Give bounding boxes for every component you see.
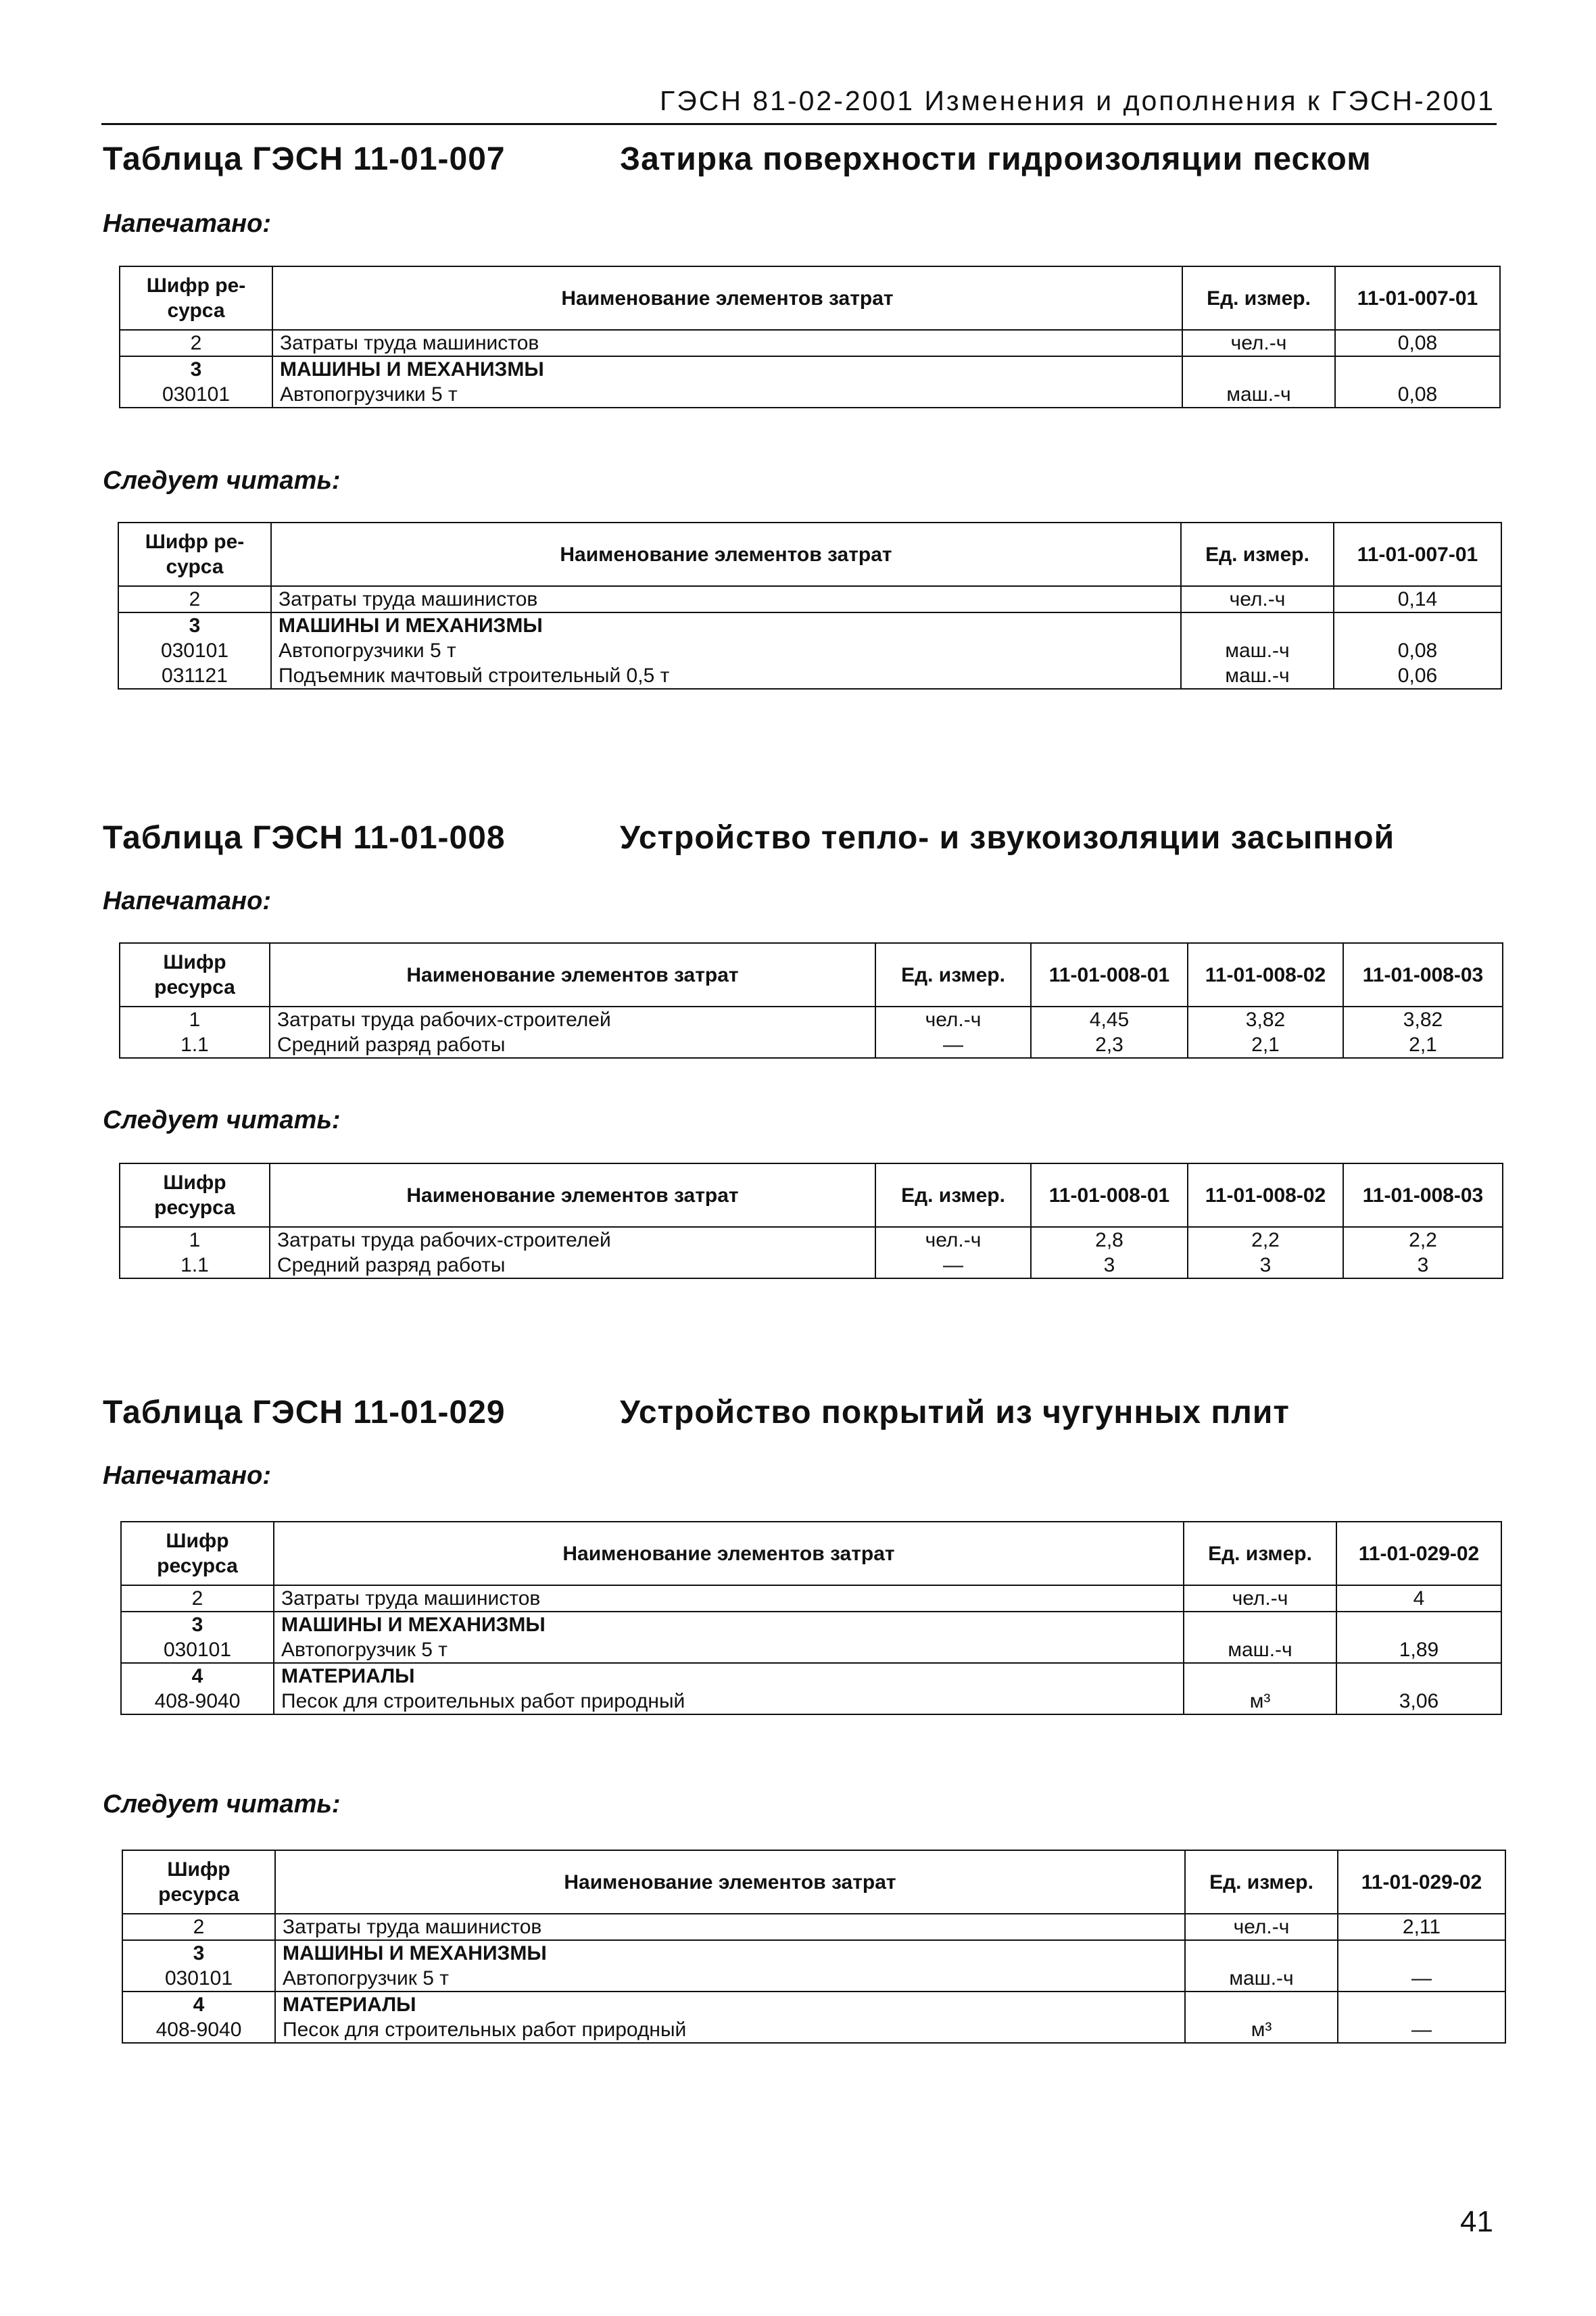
section-title: Устройство покрытий из чугунных плит xyxy=(620,1395,1290,1430)
unit-cell: м³ xyxy=(1184,1663,1336,1714)
column-header-code: Шифр ресурса xyxy=(120,1163,270,1227)
table-row xyxy=(118,612,1501,689)
unit-cell: чел.-ч xyxy=(1184,1585,1336,1612)
column-header-norm: 11-01-008-02 xyxy=(1188,943,1343,1007)
table-header-row xyxy=(118,523,1501,586)
page-number: 41 xyxy=(1460,2205,1493,2238)
code-cell: 3 030101 xyxy=(121,1612,274,1663)
name-cell: МАШИНЫ И МЕХАНИЗМЫ Автопогрузчик 5 т xyxy=(274,1612,1184,1663)
table-row xyxy=(120,330,1500,356)
section-number: Таблица ГЭСН 11-01-008 xyxy=(103,820,506,856)
section-number: Таблица ГЭСН 11-01-007 xyxy=(103,141,506,177)
value-cell: 2,8 3 xyxy=(1031,1227,1188,1278)
column-header-norm: 11-01-029-02 xyxy=(1338,1850,1505,1914)
code-cell: 2 xyxy=(118,586,271,612)
unit-cell: чел.-ч xyxy=(1182,330,1335,356)
column-header-unit: Ед. измер. xyxy=(1184,1522,1336,1585)
value-cell: 1,89 xyxy=(1336,1612,1501,1663)
printed-label: Напечатано: xyxy=(103,1462,272,1490)
column-header-norm: 11-01-007-01 xyxy=(1335,266,1500,330)
table-row xyxy=(122,1914,1505,1940)
column-header-name: Наименование элементов затрат xyxy=(272,266,1182,330)
value-cell: — xyxy=(1338,1940,1505,1992)
header-rule xyxy=(101,123,1497,125)
column-header-code: Шифр ре- сурса xyxy=(120,266,272,330)
table-row xyxy=(120,1007,1503,1058)
value-cell: 0,08 xyxy=(1335,330,1500,356)
value-cell: 0,08 xyxy=(1335,356,1500,408)
unit-cell: чел.-ч — xyxy=(875,1227,1031,1278)
unit-cell: маш.-ч маш.-ч xyxy=(1181,612,1334,689)
value-cell: 4,45 2,3 xyxy=(1031,1007,1188,1058)
name-cell: МАТЕРИАЛЫ Песок для строительных работ природный xyxy=(274,1663,1184,1714)
code-cell: 1 1.1 xyxy=(120,1227,270,1278)
should-read-table xyxy=(122,1850,1506,2044)
code-cell: 3 030101 xyxy=(122,1940,275,1992)
column-header-name: Наименование элементов затрат xyxy=(270,1163,875,1227)
code-cell: 4 408-9040 xyxy=(121,1663,274,1714)
printed-table xyxy=(120,1521,1502,1715)
should-read-label: Следует читать: xyxy=(103,1106,341,1134)
running-header: ГЭСН 81-02-2001 Изменения и дополнения к ГЭСН-2001 xyxy=(660,85,1495,116)
table-row xyxy=(120,1227,1503,1278)
column-header-norm: 11-01-007-01 xyxy=(1334,523,1501,586)
table-row xyxy=(121,1663,1501,1714)
column-header-name: Наименование элементов затрат xyxy=(270,943,875,1007)
unit-cell: чел.-ч xyxy=(1185,1914,1338,1940)
code-cell: 2 xyxy=(120,330,272,356)
column-header-unit: Ед. измер. xyxy=(1185,1850,1338,1914)
value-cell: 2,11 xyxy=(1338,1914,1505,1940)
column-header-code: Шифр ресурса xyxy=(120,943,270,1007)
column-header-norm: 11-01-008-01 xyxy=(1031,1163,1188,1227)
unit-cell: чел.-ч — xyxy=(875,1007,1031,1058)
name-cell: Затраты труда машинистов xyxy=(274,1585,1184,1612)
value-cell: 0,14 xyxy=(1334,586,1501,612)
table-row xyxy=(122,1992,1505,2043)
section-title: Затирка поверхности гидроизоляции песком xyxy=(620,141,1372,177)
name-cell: Затраты труда машинистов xyxy=(271,586,1181,612)
printed-table xyxy=(119,266,1501,408)
column-header-code: Шифр ресурса xyxy=(122,1850,275,1914)
unit-cell: маш.-ч xyxy=(1182,356,1335,408)
column-header-name: Наименование элементов затрат xyxy=(274,1522,1184,1585)
printed-label: Напечатано: xyxy=(103,210,272,238)
should-read-table xyxy=(118,522,1502,690)
code-cell: 4 408-9040 xyxy=(122,1992,275,2043)
name-cell: Затраты труда машинистов xyxy=(275,1914,1185,1940)
table-header-row xyxy=(121,1522,1501,1585)
should-read-label: Следует читать: xyxy=(103,466,341,495)
value-cell: 3,82 2,1 xyxy=(1188,1007,1343,1058)
value-cell: 0,08 0,06 xyxy=(1334,612,1501,689)
unit-cell: чел.-ч xyxy=(1181,586,1334,612)
unit-cell: маш.-ч xyxy=(1184,1612,1336,1663)
code-cell: 2 xyxy=(121,1585,274,1612)
column-header-norm: 11-01-008-02 xyxy=(1188,1163,1343,1227)
value-cell: 2,2 3 xyxy=(1188,1227,1343,1278)
should-read-label: Следует читать: xyxy=(103,1790,341,1818)
code-cell: 3 030101 031121 xyxy=(118,612,271,689)
value-cell: 3,06 xyxy=(1336,1663,1501,1714)
table-row xyxy=(120,356,1500,408)
value-cell: — xyxy=(1338,1992,1505,2043)
unit-cell: маш.-ч xyxy=(1185,1940,1338,1992)
column-header-name: Наименование элементов затрат xyxy=(271,523,1181,586)
section-number: Таблица ГЭСН 11-01-029 xyxy=(103,1395,506,1430)
column-header-name: Наименование элементов затрат xyxy=(275,1850,1185,1914)
name-cell: МАШИНЫ И МЕХАНИЗМЫ Автопогрузчики 5 т xyxy=(272,356,1182,408)
column-header-unit: Ед. измер. xyxy=(875,1163,1031,1227)
table-header-row xyxy=(120,943,1503,1007)
name-cell: Затраты труда машинистов xyxy=(272,330,1182,356)
table-row xyxy=(122,1940,1505,1992)
table-row xyxy=(121,1585,1501,1612)
column-header-norm: 11-01-008-03 xyxy=(1343,943,1503,1007)
value-cell: 2,2 3 xyxy=(1343,1227,1503,1278)
table-row xyxy=(121,1612,1501,1663)
column-header-code: Шифр ре- сурса xyxy=(118,523,271,586)
table-row xyxy=(118,586,1501,612)
table-header-row xyxy=(120,1163,1503,1227)
printed-label: Напечатано: xyxy=(103,887,272,915)
name-cell: МАТЕРИАЛЫ Песок для строительных работ природный xyxy=(275,1992,1185,2043)
column-header-norm: 11-01-008-03 xyxy=(1343,1163,1503,1227)
code-cell: 2 xyxy=(122,1914,275,1940)
value-cell: 4 xyxy=(1336,1585,1501,1612)
column-header-norm: 11-01-029-02 xyxy=(1336,1522,1501,1585)
code-cell: 1 1.1 xyxy=(120,1007,270,1058)
table-header-row xyxy=(122,1850,1505,1914)
unit-cell: м³ xyxy=(1185,1992,1338,2043)
printed-table xyxy=(119,942,1503,1059)
value-cell: 3,82 2,1 xyxy=(1343,1007,1503,1058)
name-cell: МАШИНЫ И МЕХАНИЗМЫ Автопогрузчик 5 т xyxy=(275,1940,1185,1992)
code-cell: 3 030101 xyxy=(120,356,272,408)
table-header-row xyxy=(120,266,1500,330)
name-cell: МАШИНЫ И МЕХАНИЗМЫ Автопогрузчики 5 т Подъемник мачтовый строительный 0,5 т xyxy=(271,612,1181,689)
should-read-table xyxy=(119,1163,1503,1279)
section-title: Устройство тепло- и звукоизоляции засыпной xyxy=(620,820,1395,856)
column-header-unit: Ед. измер. xyxy=(1182,266,1335,330)
column-header-code: Шифр ресурса xyxy=(121,1522,274,1585)
name-cell: Затраты труда рабочих-строителей Средний разряд работы xyxy=(270,1007,875,1058)
column-header-unit: Ед. измер. xyxy=(1181,523,1334,586)
column-header-norm: 11-01-008-01 xyxy=(1031,943,1188,1007)
name-cell: Затраты труда рабочих-строителей Средний разряд работы xyxy=(270,1227,875,1278)
column-header-unit: Ед. измер. xyxy=(875,943,1031,1007)
